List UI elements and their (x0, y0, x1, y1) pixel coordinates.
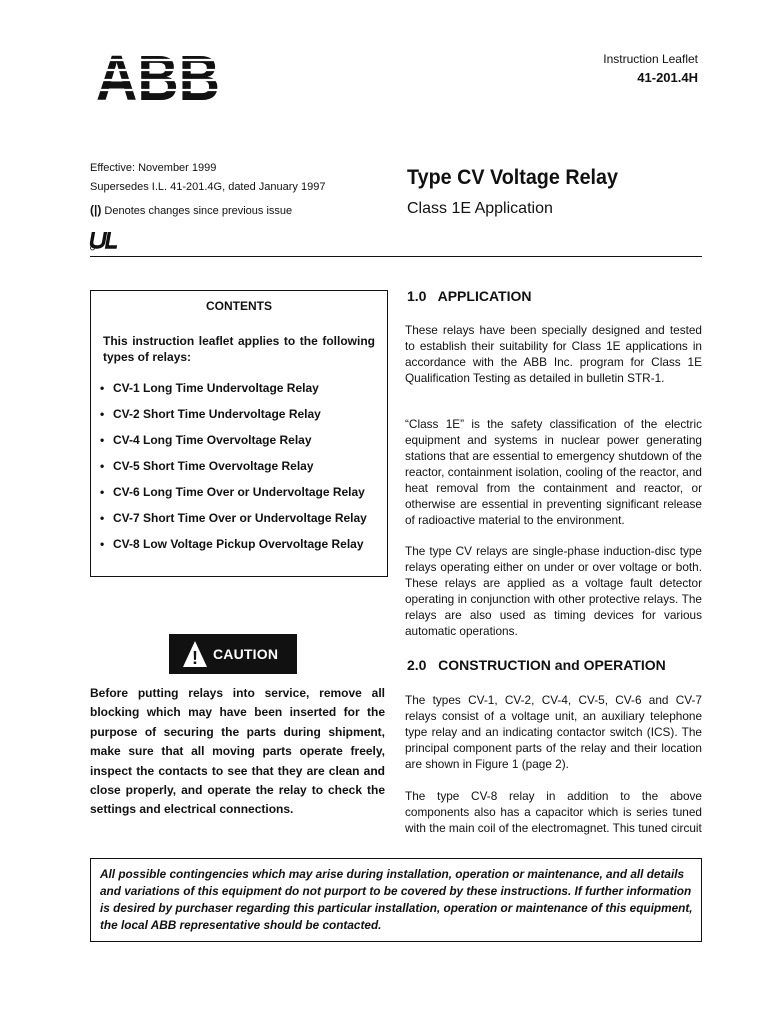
list-item: • CV-6 Long Time Over or Undervoltage Relay (100, 485, 390, 511)
abb-logo (96, 42, 220, 114)
caution-label: CAUTION (213, 646, 279, 662)
list-item: • CV-7 Short Time Over or Undervoltage Relay (100, 511, 390, 537)
list-item: • CV-4 Long Time Overvoltage Relay (100, 433, 390, 459)
changes-note (90, 203, 292, 217)
changes-note-text: Denotes changes since previous issue (104, 205, 293, 217)
leaflet-number: 41-201.4H (637, 70, 698, 85)
application-paragraph-2: “Class 1E” is the safety classification of the electric equipment and systems in nuclear power generating stations that are essential to emergency shutdown of the reactor, containment isolation, cooling of the reactor, and heat removal from the containment and reactor, or otherwise are essential in preventing significant release of radioactive material to the environment. (405, 417, 702, 527)
relay-type-list (100, 381, 390, 563)
header-divider (90, 256, 702, 257)
supersedes-note: Supersedes I.L. 41-201.4G, dated January 1997 (90, 181, 326, 193)
page-subtitle: Class 1E Application (407, 200, 553, 217)
contents-heading: CONTENTS (206, 299, 272, 313)
contents-intro: This instruction leaflet applies to the following types of relays: (103, 334, 375, 364)
ul-recognized-icon (90, 229, 126, 251)
section-heading-construction: 2.0 CONSTRUCTION and OPERATION (407, 657, 666, 673)
caution-banner (169, 634, 297, 674)
ul-mark-text: UL (90, 229, 92, 230)
change-marker: (|) (90, 203, 102, 217)
section-heading-application: 1.0 APPLICATION (407, 288, 532, 304)
construction-paragraph-2: The type CV-8 relay in addition to the above components also has a capacitor which is series tuned with the main coil of the electromagnet. This tuned circuit (405, 789, 702, 835)
effective-date: Effective: November 1999 (90, 162, 217, 174)
list-item: • CV-5 Short Time Overvoltage Relay (100, 459, 390, 485)
abb-logo-text: ABB (96, 42, 220, 114)
application-paragraph-1: These relays have been specially designed and tested to establish their suitability for Class 1E applications in accordance with the ABB Inc. program for Class 1E Qualification Testing as detailed in bulletin STR-1. (405, 323, 702, 385)
leaflet-label: Instruction Leaflet (603, 52, 698, 66)
caution-text: Before putting relays into service, remove all blocking which may have been inserted for the purpose of securing the parts during shipment, make sure that all moving parts operate freely, inspect the contacts to see that they are clean and close properly, and operate the relay to check the settings and electrical connections. (90, 686, 385, 817)
warning-symbol: ! (192, 648, 198, 668)
page-title: Type CV Voltage Relay (407, 166, 619, 189)
warning-icon (182, 640, 208, 668)
disclaimer-text: All possible contingencies which may arise during installation, operation or maintenance, and all details and variations of this equipment do not purport to be covered by these instructions. If further information is desired by purchaser regarding this particular installation, operation or maintenance of this equipment, the local ABB representative should be contacted. (100, 867, 693, 932)
list-item: • CV-8 Low Voltage Pickup Overvoltage Relay (100, 537, 390, 563)
list-item: • CV-1 Long Time Undervoltage Relay (100, 381, 390, 407)
application-paragraph-3: The type CV relays are single-phase induction-disc type relays operating either on under or over voltage or both. These relays are applied as a voltage fault detector operating in conjunction with other protective relays. The relays are also used as timing devices for various automatic operations. (405, 544, 702, 638)
construction-paragraph-1: The types CV-1, CV-2, CV-4, CV-5, CV-6 and CV-7 relays consist of a voltage unit, an auxiliary telephone type relay and an indicating contactor switch (ICS). The principal component parts of the relay and their location are shown in Figure 1 (page 2). (405, 693, 702, 771)
list-item: • CV-2 Short Time Undervoltage Relay (100, 407, 390, 433)
